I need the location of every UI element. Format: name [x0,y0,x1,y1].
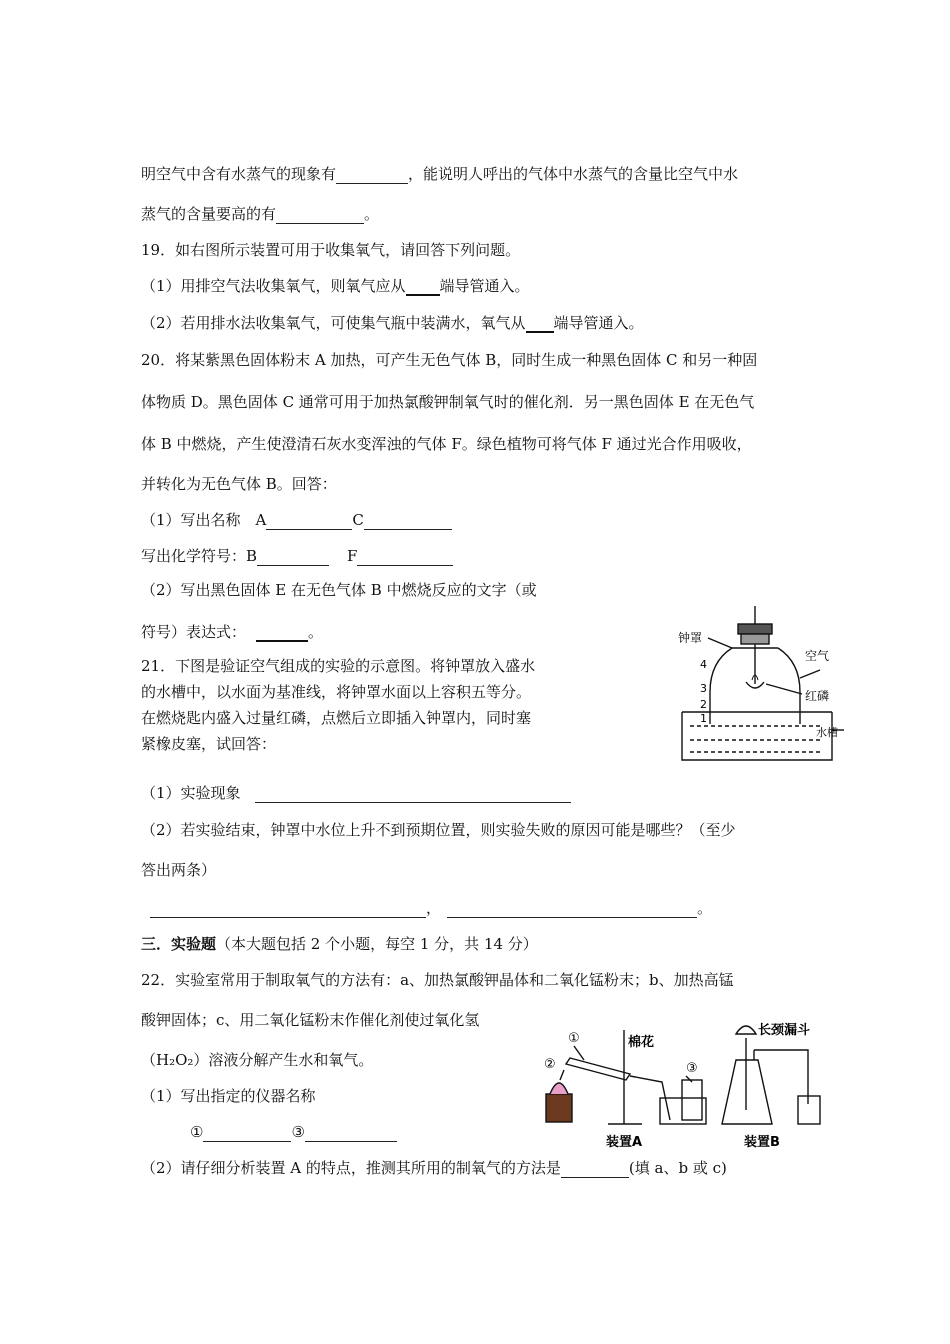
text: （1）实验现象 [141,784,241,802]
label-device-a: 装置A [606,1135,643,1150]
question-21-line: 的水槽中，以水面为基准线，将钟罩水面以上容积五等分。 [141,683,532,701]
question-22-1: （1）写出指定的仪器名称 [141,1087,316,1105]
question-20-line: 并转化为无色气体 B。回答： [141,475,337,493]
question-20-line: 体 B 中燃烧，产生使澄清石灰水变浑浊的气体 F。绿色植物可将气体 F 通过光合作用吸收， [141,435,752,453]
question-20-line: 体物质 D。黑色固体 C 通常可用于加热氯酸钾制氧气时的催化剂．另一黑色固体 E 在无色气 [141,393,755,411]
apparatus-figure [536,1020,836,1154]
question-21-2-cont: 答出两条） [141,861,217,879]
text: (填 a、b 或 c) [628,1159,727,1177]
label-cotton: 棉花 [628,1035,655,1050]
text: 。 [697,899,713,917]
answer-blank[interactable] [203,1125,291,1142]
text: 写出化学符号：B [141,547,258,565]
answer-blank[interactable] [256,624,308,642]
text: ，能说明人呼出的气体中水蒸气的含量比空气中水 [408,165,739,183]
conical-flask [722,1060,772,1124]
answer-blank[interactable] [561,1161,629,1178]
scale-1: 1 [700,712,707,725]
answer-blank[interactable] [257,549,329,566]
question-20-2-cont [141,622,323,642]
question-21-line: 在燃烧匙内盛入过量红磷，点燃后立即插入钟罩内，同时塞 [141,709,532,727]
burner-base [546,1094,572,1122]
question-20-symbols [141,546,453,566]
text-line [141,164,738,184]
answer-blank[interactable] [526,315,554,333]
section-title: 三．实验题 [141,935,217,953]
answer-blank[interactable] [150,901,426,918]
text: 。 [308,623,324,641]
label-air: 空气 [805,649,830,663]
question-19-1 [141,276,530,296]
question-22-line: 22．实验室常用于制取氧气的方法有：a、加热氯酸钾晶体和二氧化锰粉末；b、加热高锰 [141,971,734,989]
text: 。 [364,205,380,223]
question-20-line: 20．将某紫黑色固体粉末 A 加热，可产生无色气体 B，同时生成一种黑色固体 C 和另一种固 [141,351,758,369]
text: 明空气中含有水蒸气的现象有 [141,165,337,183]
text: C [352,511,364,529]
answer-blank[interactable] [447,901,697,918]
text: 端导管通入。 [439,277,530,295]
text: 端导管通入。 [553,314,644,332]
question-21-1 [141,783,571,803]
question-22-line: 酸钾固体；c、用二氧化锰粉末作催化剂使过氧化氢 [141,1011,480,1029]
text: （2）请仔细分析装置 A 的特点，推测其所用的制氧气的方法是 [141,1159,561,1177]
text: ③ [291,1123,305,1141]
stopper [738,624,772,634]
section-3-heading [141,934,538,954]
label-funnel: 长颈漏斗 [758,1023,811,1038]
question-20-1 [141,510,452,530]
bell-jar-figure [672,600,844,770]
text-line [141,204,379,224]
question-21-answers [150,898,712,918]
label-phosphorus: 红磷 [805,689,830,703]
label-device-b: 装置B [744,1135,780,1150]
text: 蒸气的含量要高的有 [141,205,277,223]
text: F [347,547,358,565]
burner-flame [550,1083,568,1094]
answer-blank[interactable] [266,513,352,530]
answer-blank[interactable] [305,1125,397,1142]
label-1: ① [568,1031,580,1046]
label-3: ③ [686,1061,698,1076]
scale-3: 3 [700,682,707,695]
text: （2）若用排水法收集氧气，可使集气瓶中装满水，氧气从 [141,314,526,332]
gas-bottle [798,1096,820,1124]
question-20-2: （2）写出黑色固体 E 在无色气体 B 中燃烧反应的文字（或 [141,581,537,599]
funnel-top [736,1026,756,1034]
question-22-2 [141,1158,727,1178]
answer-blank[interactable] [406,278,440,296]
text: ， [426,899,442,917]
scale-4: 4 [700,658,707,671]
label-jar: 钟罩 [678,631,703,645]
answer-blank[interactable] [336,167,408,184]
question-22-1-blanks [190,1122,397,1142]
text: ① [190,1123,204,1141]
label-trough: 水槽 [816,726,838,739]
question-21-line: 21．下图是验证空气组成的实验的示意图。将钟罩放入盛水 [141,657,536,675]
question-21-line: 紧橡皮塞，试回答： [141,735,277,753]
answer-blank[interactable] [357,549,453,566]
text: 符号）表达式： [141,623,247,641]
label-2: ② [544,1057,556,1072]
text: （1）写出名称 A [141,511,267,529]
answer-blank[interactable] [255,786,571,803]
answer-blank[interactable] [276,207,364,224]
question-19-2 [141,313,644,333]
test-tube [566,1058,630,1080]
text: （1）用排空气法收集氧气，则氧气应从 [141,277,406,295]
question-19: 19．如右图所示装置可用于收集氧气，请回答下列问题。 [141,241,521,259]
stopper-lower [741,634,769,644]
scale-2: 2 [700,698,707,711]
answer-blank[interactable] [364,513,452,530]
collecting-bottle [682,1080,702,1120]
section-note: （本大题包括 2 个小题，每空 1 分，共 14 分） [216,935,538,953]
question-22-line: （H₂O₂）溶液分解产生水和氧气。 [141,1051,374,1069]
question-21-2: （2）若实验结束，钟罩中水位上升不到预期位置，则实验失败的原因可能是哪些？（至少 [141,821,736,839]
